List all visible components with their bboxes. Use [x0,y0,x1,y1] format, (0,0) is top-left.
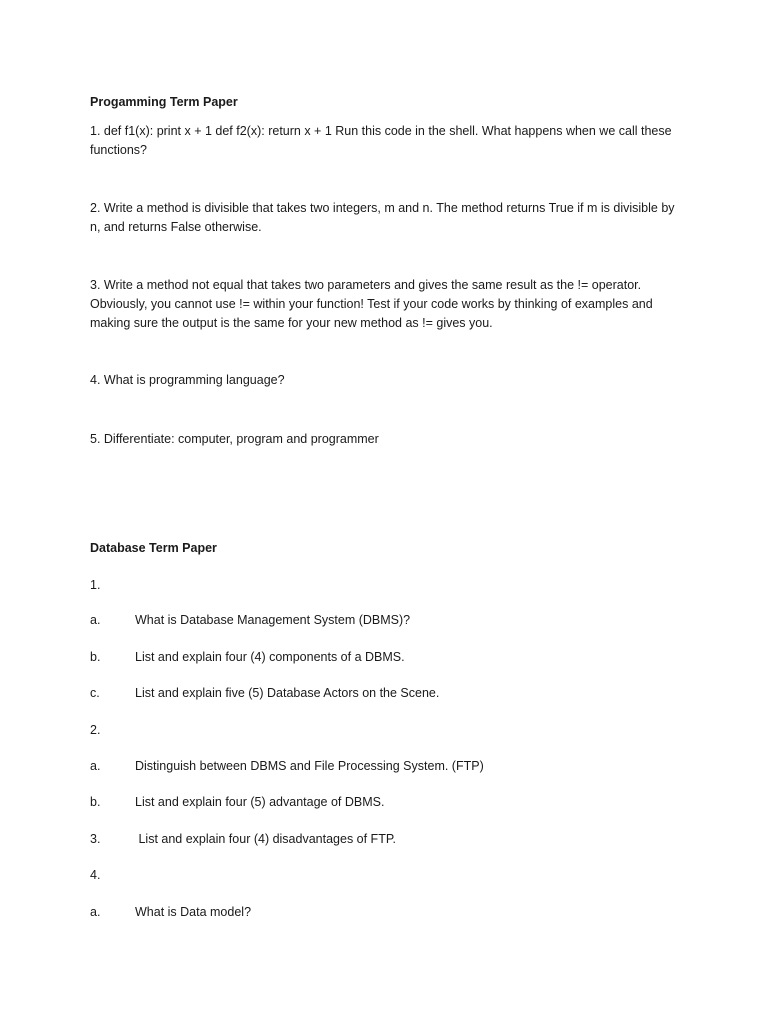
database-question-4-number: 4. [90,868,101,882]
database-q1-item-b-letter: b. [90,650,101,664]
database-title: Database Term Paper [90,541,217,555]
programming-title: Progamming Term Paper [90,95,238,109]
database-q2-item-a-text: Distinguish between DBMS and File Processing System. (FTP) [135,759,484,773]
database-q1-item-a-letter: a. [90,613,101,627]
programming-question-2: 2. Write a method is divisible that takes two integers, m and n. The method returns True if m is divisible by n, and returns False otherwise. [90,201,675,234]
database-q2-item-a-letter: a. [90,759,101,773]
database-q2-item-b-letter: b. [90,795,101,809]
database-q4-item-a-text: What is Data model? [135,905,252,919]
database-question-2-number: 2. [90,723,101,737]
programming-question-4: 4. What is programming language? [90,373,285,387]
programming-question-3: 3. Write a method not equal that takes two parameters and gives the same result as the != operator. Obviously, you cannot use != within your function! Test if your code works by thinking of examples and making sure the output is the same for your new method as != gives you. [90,278,653,330]
database-q4-item-a-letter: a. [90,905,101,919]
database-q1-item-a-text: What is Database Management System (DBMS)? [135,613,411,627]
database-question-1-number: 1. [90,578,101,592]
database-q2-item-b-text: List and explain four (5) advantage of DBMS. [135,795,385,809]
database-q1-item-c-text: List and explain five (5) Database Actors on the Scene. [135,686,440,700]
programming-question-5: 5. Differentiate: computer, program and programmer [90,432,379,446]
database-question-3-text: List and explain four (4) disadvantages of FTP. [135,832,397,846]
database-question-3-number: 3. [90,832,101,846]
database-q1-item-c-letter: c. [90,686,100,700]
programming-question-1: 1. def f1(x): print x + 1 def f2(x): return x + 1 Run this code in the shell. What happens when we call these functions? [90,124,672,157]
database-q1-item-b-text: List and explain four (4) components of a DBMS. [135,650,405,664]
